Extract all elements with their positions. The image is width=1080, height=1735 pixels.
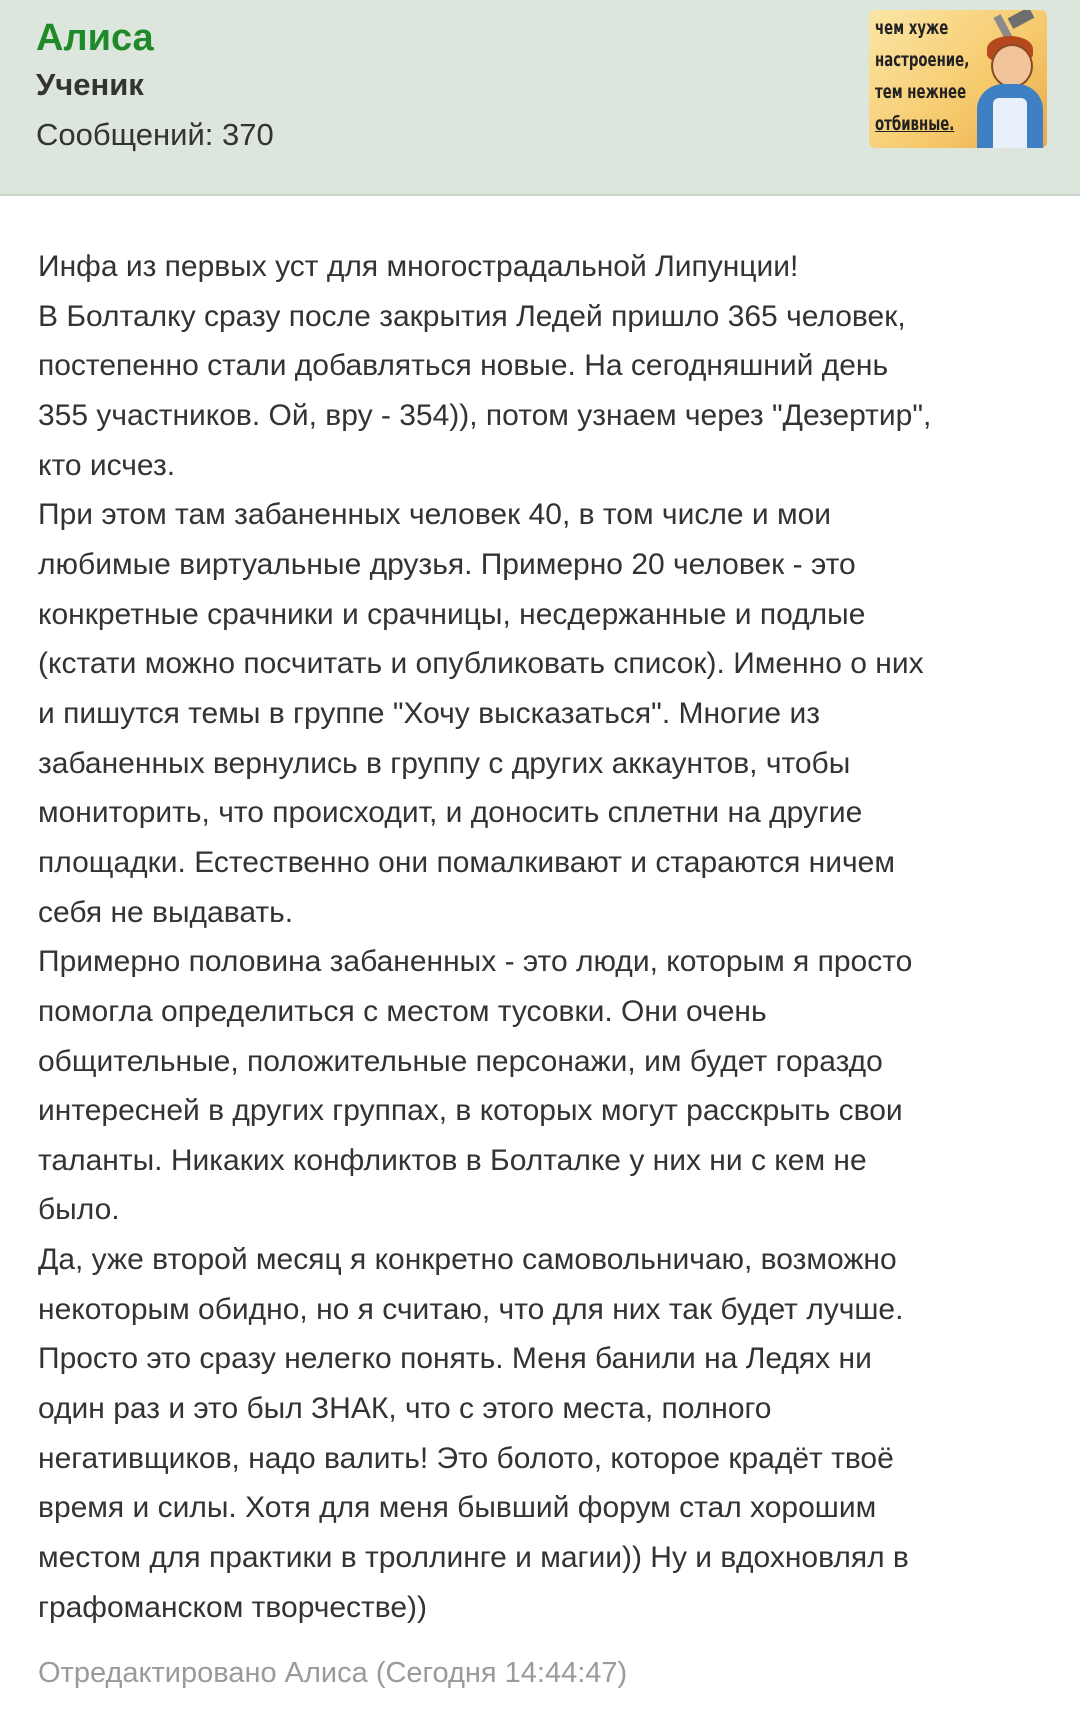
post-line: Инфа из первых уст для многострадальной Липунции! — [38, 250, 799, 283]
post-line: (кстати можно посчитать и опубликовать список). Именно о них — [38, 647, 924, 681]
cook-apron-icon — [993, 98, 1027, 148]
avatar-caption-line: отбивные. — [875, 113, 955, 135]
post-line: забаненных вернулись в группу с других аккаунтов, чтобы — [38, 746, 851, 780]
post-line: любимые виртуальные друзья. Примерно 20 человек - это — [38, 547, 856, 581]
avatar[interactable] — [869, 10, 1047, 148]
post-line: 355 участников. Ой, вру - 354)), потом узнаем через "Дезертир", — [38, 398, 932, 432]
post-line: конкретные срачники и срачницы, несдержанные и подлые — [38, 597, 866, 631]
post-line: помогла определиться с местом тусовки. Они очень — [38, 994, 767, 1028]
post-line: было. — [38, 1193, 120, 1227]
post-body — [38, 242, 1048, 1632]
post-line: и пишутся темы в группе "Хочу высказаться". Многие из — [38, 696, 820, 730]
post-line: В Болталку сразу после закрытия Ледей пришло 365 человек, — [38, 299, 906, 333]
post-line: Да, уже второй месяц я конкретно самовольничаю, возможно — [38, 1243, 897, 1277]
edit-note: Отредактировано Алиса (Сегодня 14:44:47) — [38, 1657, 628, 1689]
post-author-header — [0, 0, 1080, 196]
author-post-count: Сообщений: 370 — [36, 117, 274, 152]
post-line: местом для практики в троллинге и магии)) Ну и вдохновлял в — [38, 1541, 909, 1575]
post-line: таланты. Никаких конфликтов в Болталке у них ни с кем не — [38, 1143, 867, 1177]
post-line: некоторым обидно, но я считаю, что для них так будет лучше. — [38, 1292, 904, 1326]
post-line: один раз и это был ЗНАК, что с этого места, полного — [38, 1392, 772, 1426]
post-line: постепенно стали добавляться новые. На сегодняшний день — [38, 349, 889, 383]
author-name-link[interactable]: Алиса — [36, 17, 154, 59]
post-line: время и силы. Хотя для меня бывший форум стал хорошим — [38, 1491, 877, 1525]
post-line: себя не выдавать. — [38, 895, 294, 929]
post-line: Примерно половина забаненных - это люди, которым я просто — [38, 945, 913, 979]
post-line: мониторить, что происходит, и доносить сплетни на другие — [38, 796, 863, 830]
avatar-caption — [875, 12, 970, 140]
post-line: общительные, положительные персонажи, им будет гораздо — [38, 1044, 883, 1078]
cook-face-icon — [991, 44, 1033, 88]
avatar-caption-line: настроение, — [875, 49, 970, 71]
meat-mallet-head-icon — [1008, 10, 1035, 29]
post-line: Просто это сразу нелегко понять. Меня банили на Ледях ни — [38, 1342, 872, 1376]
avatar-caption-line: чем хуже — [875, 17, 949, 39]
avatar-caption-line: тем нежнее — [875, 81, 967, 103]
author-rank: Ученик — [36, 67, 144, 102]
post-line: кто исчез. — [38, 448, 176, 482]
post-line: графоманском творчестве)) — [38, 1590, 428, 1624]
post-line: негативщиков, надо валить! Это болото, которое крадёт твоё — [38, 1441, 894, 1475]
post-line: интересней в других группах, в которых могут расскрыть свои — [38, 1094, 903, 1128]
post-line: площадки. Естественно они помалкивают и стараются ничем — [38, 845, 895, 879]
post-line: При этом там забаненных человек 40, в том числе и мои — [38, 498, 832, 532]
